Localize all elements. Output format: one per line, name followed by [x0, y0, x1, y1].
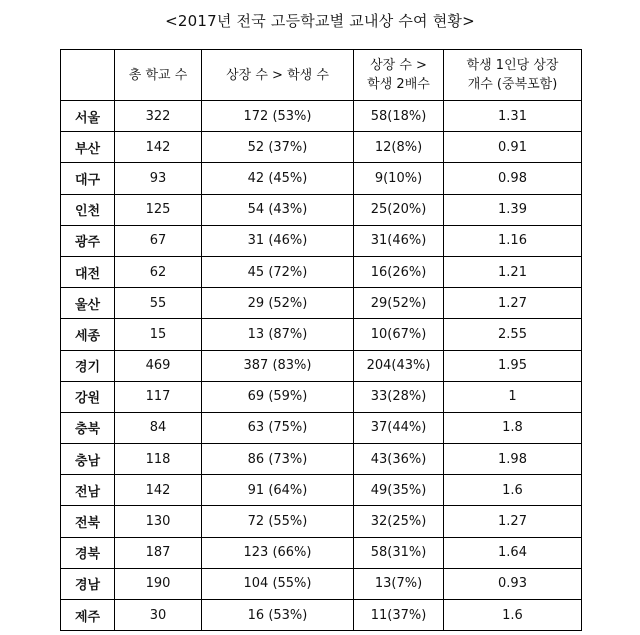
table-row: [61, 101, 582, 132]
cell-total-schools: 142: [115, 475, 202, 506]
table-row: [61, 475, 582, 506]
cell-awards-gt-double: 13(7%): [354, 568, 444, 599]
document-title: <2017년 전국 고등학교별 교내상 수여 현황>: [165, 12, 475, 30]
cell-region: 강원: [61, 381, 115, 412]
header-awards-gt-double-line1: 상장 수 >: [370, 58, 427, 73]
cell-awards-gt-double: 11(37%): [354, 600, 444, 631]
cell-per-student: 0.91: [444, 132, 582, 163]
cell-region: 대구: [61, 163, 115, 194]
cell-per-student: 1.6: [444, 600, 582, 631]
table-header-row: [61, 50, 582, 101]
cell-total-schools: 93: [115, 163, 202, 194]
cell-awards-gt-students: 86 (73%): [202, 444, 354, 475]
table-row: [61, 225, 582, 256]
table-row: [61, 350, 582, 381]
cell-total-schools: 469: [115, 350, 202, 381]
cell-awards-gt-double: 32(25%): [354, 506, 444, 537]
table-row: [61, 256, 582, 287]
cell-region: 충북: [61, 412, 115, 443]
cell-per-student: 0.93: [444, 568, 582, 599]
header-awards-gt-double-line2: 학생 2배수: [367, 77, 430, 92]
cell-per-student: 1.8: [444, 412, 582, 443]
cell-total-schools: 125: [115, 194, 202, 225]
cell-region: 전북: [61, 506, 115, 537]
cell-awards-gt-double: 43(36%): [354, 444, 444, 475]
cell-awards-gt-students: 63 (75%): [202, 412, 354, 443]
cell-total-schools: 84: [115, 412, 202, 443]
cell-total-schools: 118: [115, 444, 202, 475]
cell-awards-gt-students: 54 (43%): [202, 194, 354, 225]
table-row: [61, 444, 582, 475]
cell-awards-gt-double: 49(35%): [354, 475, 444, 506]
header-per-student: [444, 50, 582, 101]
cell-per-student: 1.27: [444, 506, 582, 537]
cell-awards-gt-students: 13 (87%): [202, 319, 354, 350]
cell-per-student: 1.21: [444, 256, 582, 287]
cell-total-schools: 142: [115, 132, 202, 163]
header-awards-gt-students: 상장 수 > 학생 수: [202, 50, 354, 101]
table-row: [61, 412, 582, 443]
cell-region: 울산: [61, 288, 115, 319]
cell-region: 서울: [61, 101, 115, 132]
cell-region: 인천: [61, 194, 115, 225]
cell-region: 경기: [61, 350, 115, 381]
cell-awards-gt-double: 9(10%): [354, 163, 444, 194]
table-row: [61, 381, 582, 412]
table-row: [61, 194, 582, 225]
cell-awards-gt-double: 58(18%): [354, 101, 444, 132]
cell-per-student: 1.6: [444, 475, 582, 506]
cell-per-student: 1: [444, 381, 582, 412]
cell-awards-gt-double: 25(20%): [354, 194, 444, 225]
cell-awards-gt-students: 42 (45%): [202, 163, 354, 194]
cell-awards-gt-double: 58(31%): [354, 537, 444, 568]
cell-total-schools: 15: [115, 319, 202, 350]
cell-awards-gt-double: 12(8%): [354, 132, 444, 163]
cell-region: 세종: [61, 319, 115, 350]
cell-per-student: 0.98: [444, 163, 582, 194]
cell-awards-gt-double: 10(67%): [354, 319, 444, 350]
cell-total-schools: 117: [115, 381, 202, 412]
cell-awards-gt-students: 69 (59%): [202, 381, 354, 412]
table-body: [61, 101, 582, 631]
cell-awards-gt-students: 123 (66%): [202, 537, 354, 568]
cell-total-schools: 190: [115, 568, 202, 599]
cell-total-schools: 130: [115, 506, 202, 537]
cell-awards-gt-students: 31 (46%): [202, 225, 354, 256]
table-row: [61, 319, 582, 350]
cell-region: 경북: [61, 537, 115, 568]
table-row: [61, 288, 582, 319]
header-per-student-line2: 개수 (중복포함): [467, 77, 558, 92]
cell-per-student: 1.31: [444, 101, 582, 132]
cell-total-schools: 67: [115, 225, 202, 256]
table-row: [61, 132, 582, 163]
cell-total-schools: 62: [115, 256, 202, 287]
cell-awards-gt-students: 16 (53%): [202, 600, 354, 631]
cell-per-student: 2.55: [444, 319, 582, 350]
cell-total-schools: 30: [115, 600, 202, 631]
cell-awards-gt-students: 29 (52%): [202, 288, 354, 319]
cell-awards-gt-double: 37(44%): [354, 412, 444, 443]
table-row: [61, 600, 582, 631]
cell-awards-gt-students: 172 (53%): [202, 101, 354, 132]
header-region: [61, 50, 115, 101]
cell-awards-gt-students: 52 (37%): [202, 132, 354, 163]
header-awards-gt-double: [354, 50, 444, 101]
cell-region: 전남: [61, 475, 115, 506]
table-row: [61, 506, 582, 537]
cell-region: 광주: [61, 225, 115, 256]
cell-total-schools: 55: [115, 288, 202, 319]
cell-region: 충남: [61, 444, 115, 475]
cell-awards-gt-double: 31(46%): [354, 225, 444, 256]
cell-awards-gt-double: 16(26%): [354, 256, 444, 287]
table-row: [61, 163, 582, 194]
table-row: [61, 568, 582, 599]
cell-awards-gt-students: 72 (55%): [202, 506, 354, 537]
cell-awards-gt-double: 204(43%): [354, 350, 444, 381]
cell-region: 대전: [61, 256, 115, 287]
header-per-student-line1: 학생 1인당 상장: [466, 58, 559, 73]
cell-awards-gt-double: 33(28%): [354, 381, 444, 412]
cell-awards-gt-students: 91 (64%): [202, 475, 354, 506]
cell-region: 제주: [61, 600, 115, 631]
cell-per-student: 1.95: [444, 350, 582, 381]
cell-region: 경남: [61, 568, 115, 599]
award-stats-table: [60, 49, 582, 631]
cell-total-schools: 187: [115, 537, 202, 568]
cell-per-student: 1.39: [444, 194, 582, 225]
cell-per-student: 1.64: [444, 537, 582, 568]
cell-awards-gt-double: 29(52%): [354, 288, 444, 319]
table-row: [61, 537, 582, 568]
cell-awards-gt-students: 104 (55%): [202, 568, 354, 599]
cell-total-schools: 322: [115, 101, 202, 132]
cell-per-student: 1.98: [444, 444, 582, 475]
cell-per-student: 1.27: [444, 288, 582, 319]
cell-per-student: 1.16: [444, 225, 582, 256]
header-total-schools: 총 학교 수: [115, 50, 202, 101]
cell-awards-gt-students: 45 (72%): [202, 256, 354, 287]
cell-region: 부산: [61, 132, 115, 163]
cell-awards-gt-students: 387 (83%): [202, 350, 354, 381]
